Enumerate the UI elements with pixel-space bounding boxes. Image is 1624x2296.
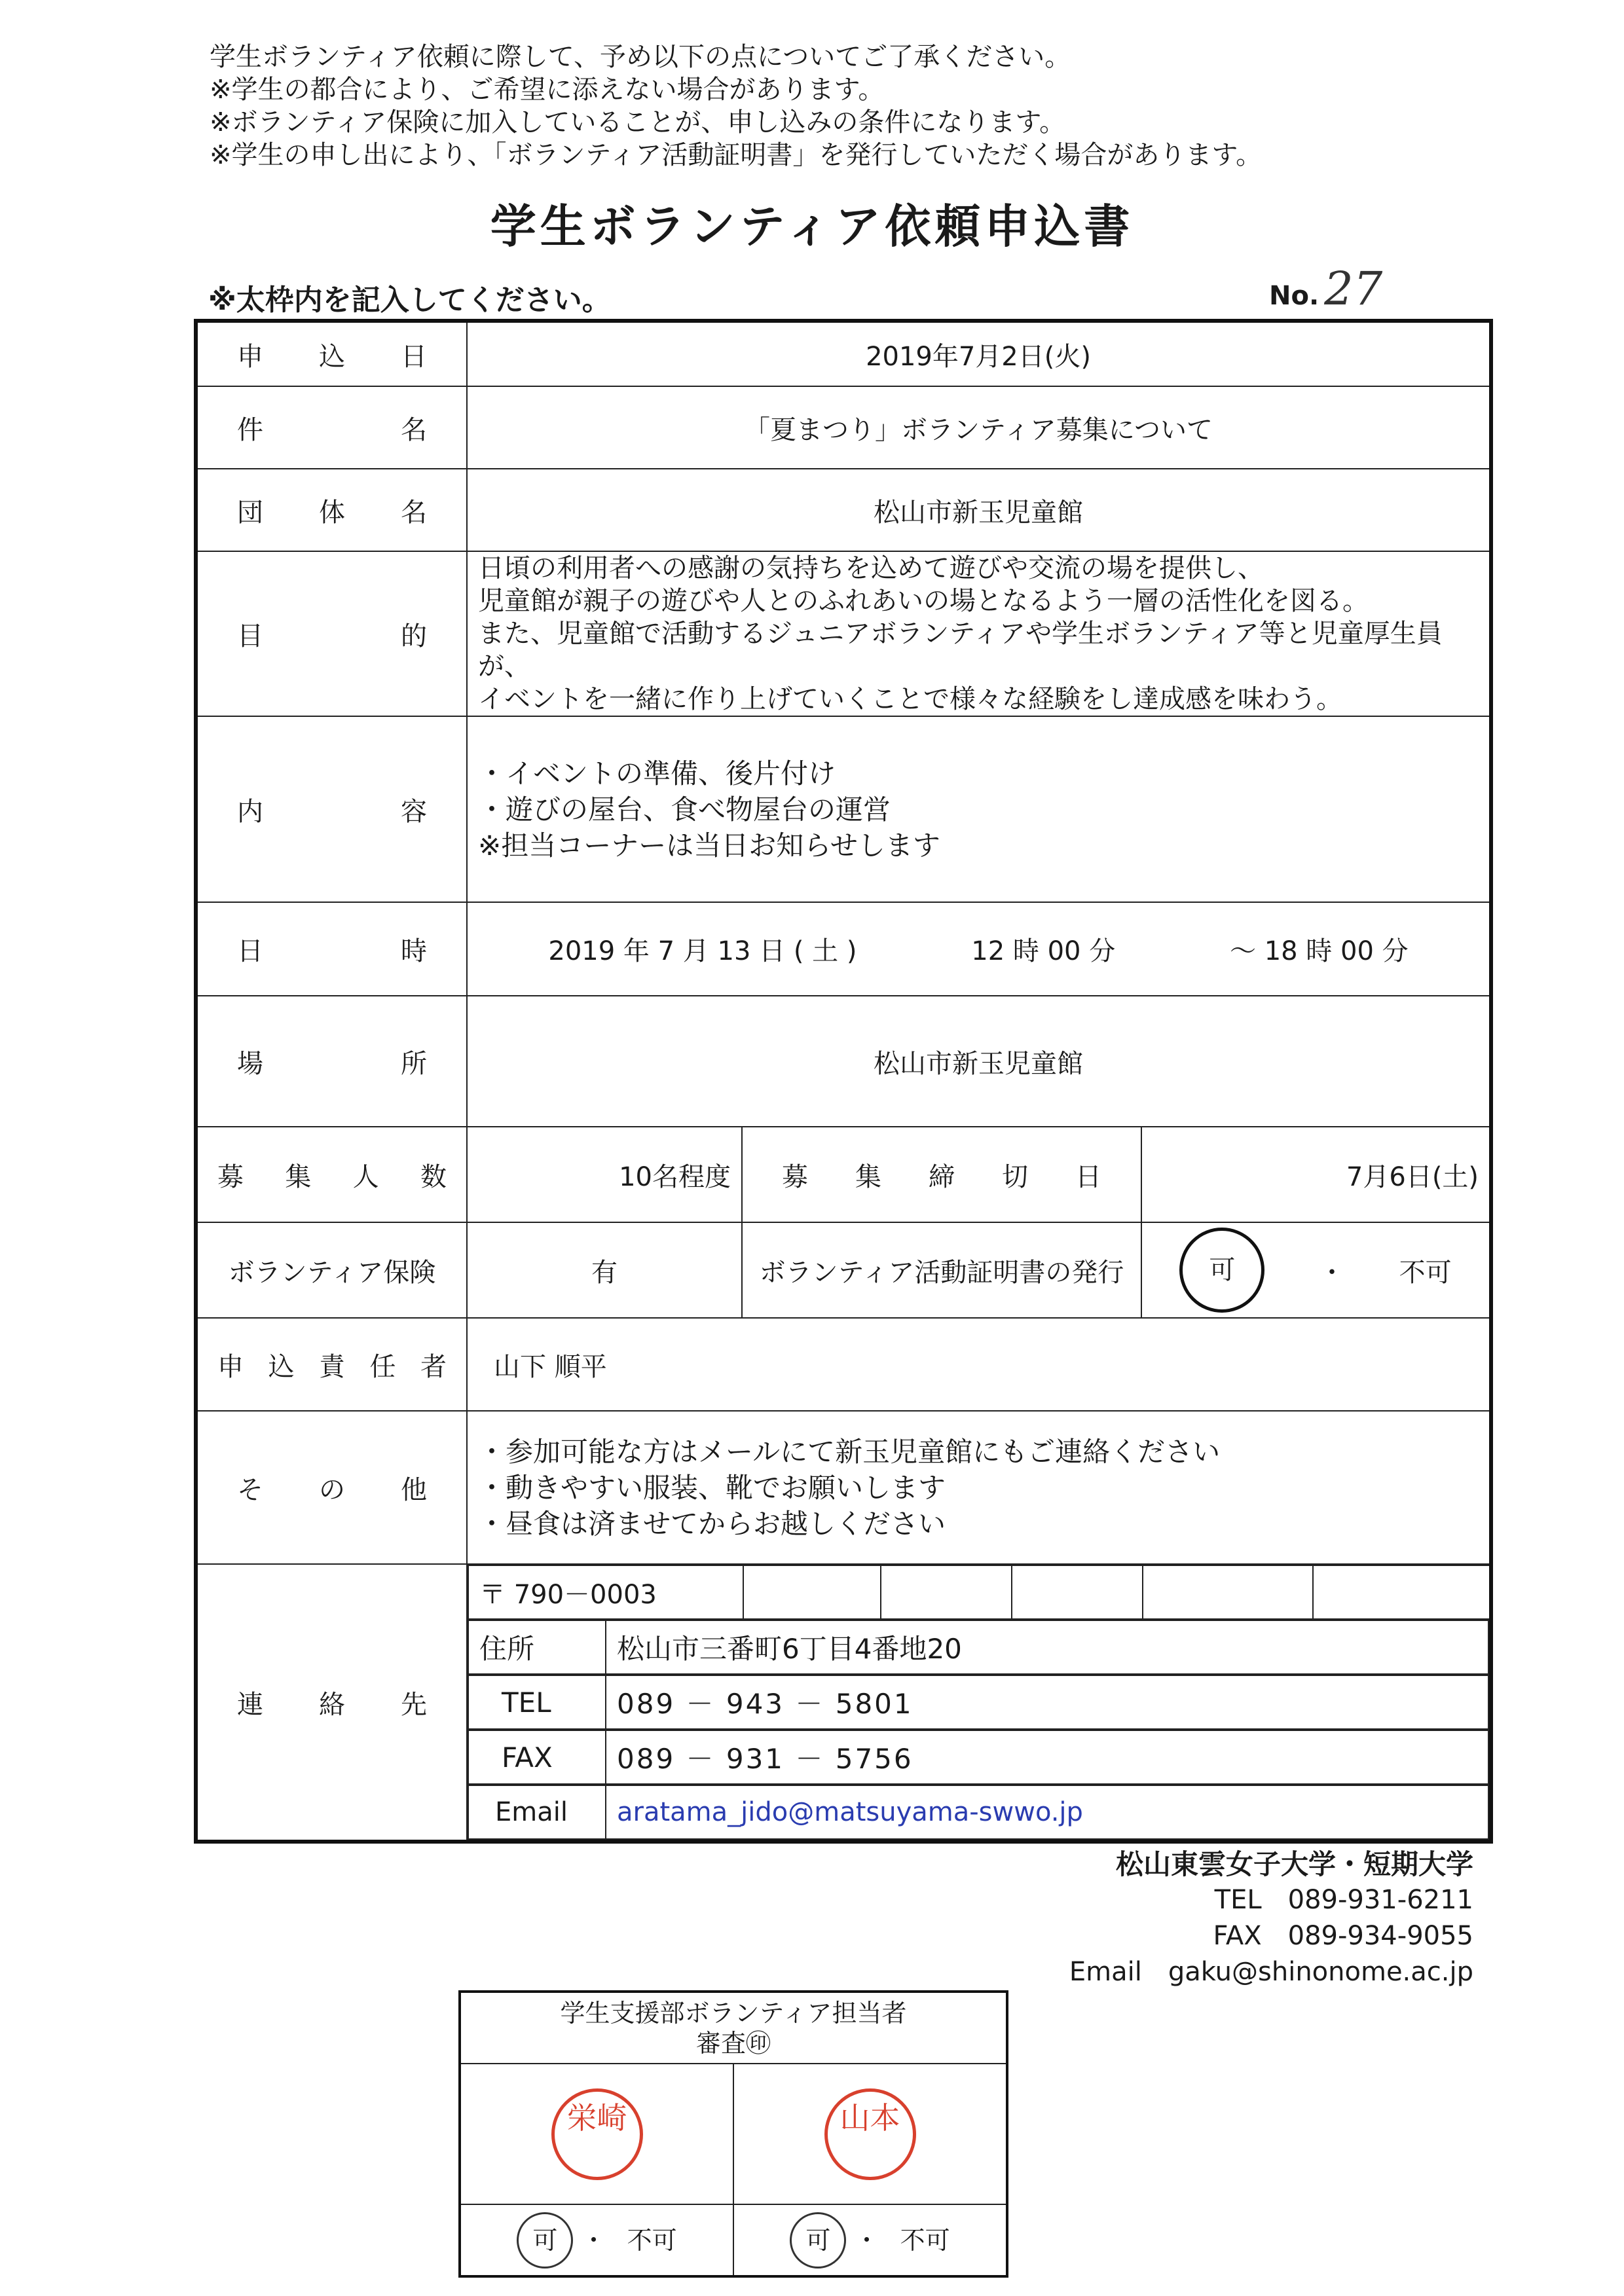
- datetime-value[interactable]: [467, 902, 1491, 996]
- review-yes-circled[interactable]: 可: [790, 2212, 846, 2269]
- row-place: [196, 996, 1491, 1127]
- row-organization: [196, 469, 1491, 551]
- content-line: ・イベントの準備、後片付け: [478, 757, 836, 790]
- content-value[interactable]: [467, 716, 1491, 902]
- email-value[interactable]: aratama_jido@matsuyama-swwo.jp: [606, 1785, 1488, 1839]
- content-line: ・遊びの屋台、食べ物屋台の運営: [478, 793, 891, 826]
- serial-number: [1269, 262, 1382, 316]
- notice-block: [210, 41, 1262, 172]
- contact-label: 連絡先: [196, 1564, 467, 1842]
- serial-label: No.: [1269, 281, 1320, 311]
- row-other: [196, 1411, 1491, 1564]
- place-label: 場所: [196, 996, 467, 1127]
- datetime-start: 12 時 00 分: [971, 936, 1116, 966]
- row-datetime: [196, 902, 1491, 996]
- notice-line: ※学生の申し出により、「ボランティア活動証明書」を発行していただく場合があります。: [210, 140, 1263, 170]
- row-subject: [196, 386, 1491, 469]
- university-contact: [1069, 1846, 1473, 1990]
- certificate-no[interactable]: 不可: [1399, 1257, 1452, 1288]
- fax-label: FAX: [468, 1730, 606, 1784]
- other-line: ・昼食は済ませてからお越しください: [478, 1507, 946, 1540]
- postal-grid: [468, 1565, 1493, 1620]
- row-purpose: [196, 551, 1491, 716]
- other-label: その他: [196, 1411, 467, 1564]
- row-application-date: [196, 321, 1491, 386]
- instruction-text: ※太枠内を記入してください。: [208, 283, 611, 317]
- tel-value[interactable]: 089 － 943 － 5801: [606, 1675, 1488, 1729]
- deadline-label: 募集締切日: [742, 1127, 1141, 1222]
- application-date-value[interactable]: 2019年7月2日(火): [467, 321, 1491, 386]
- review-header: [460, 1992, 1007, 2064]
- organization-label: 団体名: [196, 469, 467, 551]
- postal-box: [1313, 1565, 1492, 1619]
- recruit-count-label: 募集人数: [196, 1127, 467, 1222]
- postal-box: [881, 1565, 1012, 1619]
- datetime-end: ～ 18 時 00 分: [1229, 936, 1409, 966]
- datetime-date: 2019 年 7 月 13 日 ( 土 ): [548, 936, 857, 966]
- address-label: 住所: [468, 1620, 606, 1674]
- certificate-separator: ・: [1319, 1257, 1345, 1288]
- review-no[interactable]: 不可: [627, 2225, 677, 2255]
- email-label: Email: [468, 1785, 606, 1839]
- place-value[interactable]: 松山市新玉児童館: [467, 996, 1491, 1127]
- row-recruit: [196, 1127, 1491, 1222]
- postal-box: [1012, 1565, 1143, 1619]
- certificate-yes-circled[interactable]: 可: [1179, 1228, 1264, 1313]
- review-box: [458, 1990, 1008, 2278]
- address-value[interactable]: 松山市三番町6丁目4番地20: [606, 1620, 1488, 1674]
- row-insurance: [196, 1222, 1491, 1318]
- certificate-label: ボランティア活動証明書の発行: [742, 1222, 1141, 1318]
- recruit-count-value[interactable]: 10名程度: [467, 1127, 742, 1222]
- notice-line: 学生ボランティア依頼に際して、予め以下の点についてご了承ください。: [210, 42, 1071, 72]
- form-title: 学生ボランティア依頼申込書: [490, 200, 1134, 253]
- datetime-label: 日時: [196, 902, 467, 996]
- row-responsible: [196, 1318, 1491, 1411]
- review-separator: ・: [581, 2225, 606, 2255]
- serial-value: 27: [1324, 262, 1383, 316]
- organization-value[interactable]: 松山市新玉児童館: [467, 469, 1491, 551]
- review-yes-circled[interactable]: 可: [517, 2212, 573, 2269]
- notice-line: ※ボランティア保険に加入していることが、申し込みの条件になります。: [210, 107, 1066, 137]
- row-postal: [196, 1564, 1491, 1620]
- purpose-label: 目的: [196, 551, 467, 716]
- review-separator: ・: [854, 2225, 879, 2255]
- purpose-line: また、児童館で活動するジュニアボランティアや学生ボランティア等と児童厚生員が、: [478, 619, 1443, 682]
- review-stamp-cell: [460, 2064, 733, 2204]
- review-header-line1: 学生支援部ボランティア担当者: [560, 1998, 907, 2028]
- university-email: Email gaku@shinonome.ac.jp: [1069, 1957, 1473, 1987]
- purpose-line: イベントを一緒に作り上げていくことで様々な経験をし達成感を味わう。: [478, 684, 1342, 714]
- notice-line: ※学生の都合により、ご希望に添えない場合があります。: [210, 75, 885, 105]
- university-fax: FAX 089-934-9055: [1213, 1921, 1473, 1951]
- purpose-line: 日頃の利用者への感謝の気持ちを込めて遊びや交流の場を提供し、: [478, 553, 1264, 583]
- application-date-label: 申込日: [196, 321, 467, 386]
- review-result-cell[interactable]: [460, 2204, 733, 2276]
- purpose-value[interactable]: [467, 551, 1491, 716]
- subject-value[interactable]: 「夏まつり」ボランティア募集について: [467, 386, 1491, 469]
- review-no[interactable]: 不可: [900, 2225, 950, 2255]
- other-line: ・参加可能な方はメールにて新玉児童館にもご連絡ください: [478, 1435, 1221, 1468]
- university-name: 松山東雲女子大学・短期大学: [1115, 1848, 1473, 1880]
- postal-box: [1143, 1565, 1313, 1619]
- content-line: ※担当コーナーは当日お知らせします: [478, 829, 940, 862]
- responsible-label: 申込責任者: [196, 1318, 467, 1411]
- content-label: 内容: [196, 716, 467, 902]
- other-value[interactable]: [467, 1411, 1491, 1564]
- review-header-line2: 審査㊞: [695, 2028, 771, 2058]
- row-content: [196, 716, 1491, 902]
- subject-label: 件名: [196, 386, 467, 469]
- responsible-value[interactable]: 山下 順平: [467, 1318, 1491, 1411]
- review-stamp-cell: [733, 2064, 1007, 2204]
- tel-label: TEL: [468, 1675, 606, 1729]
- postal-code[interactable]: 〒 790－0003: [468, 1565, 743, 1619]
- purpose-line: 児童館が親子の遊びや人とのふれあいの場となるよう一層の活性化を図る。: [478, 586, 1369, 616]
- insurance-label: ボランティア保険: [196, 1222, 467, 1318]
- insurance-value[interactable]: 有: [467, 1222, 742, 1318]
- approval-stamp: 栄崎: [551, 2088, 643, 2180]
- review-result-cell[interactable]: [733, 2204, 1007, 2276]
- certificate-options[interactable]: [1141, 1222, 1491, 1318]
- approval-stamp: 山本: [824, 2088, 916, 2180]
- deadline-value[interactable]: 7月6日(土): [1141, 1127, 1491, 1222]
- other-line: ・動きやすい服装、靴でお願いします: [478, 1471, 946, 1504]
- application-form: [194, 319, 1493, 1844]
- postal-box: [743, 1565, 881, 1619]
- university-tel: TEL 089-931-6211: [1214, 1885, 1473, 1915]
- fax-value[interactable]: 089 － 931 － 5756: [606, 1730, 1488, 1784]
